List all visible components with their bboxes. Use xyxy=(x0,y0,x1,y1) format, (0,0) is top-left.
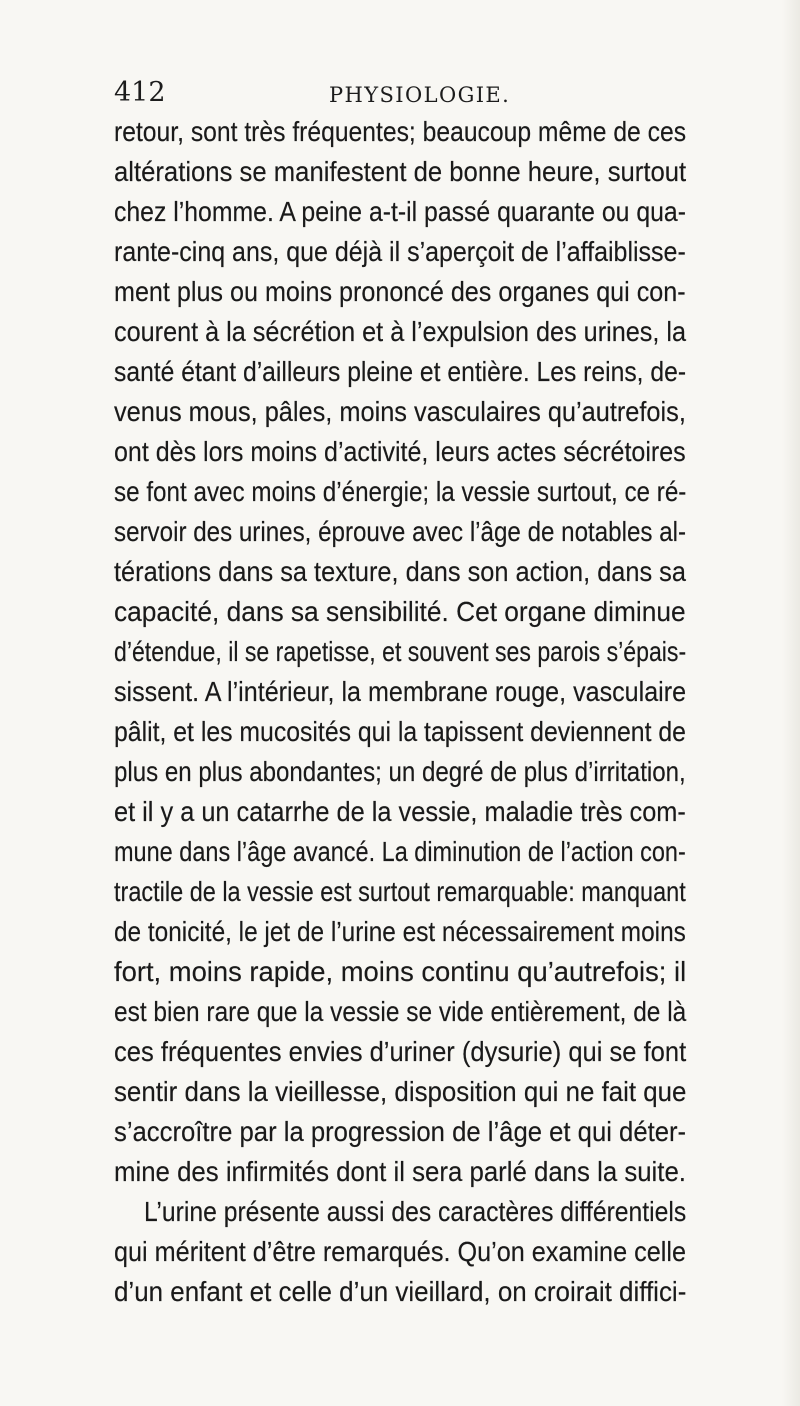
text-line: et il y a un catarrhe de la vessie, maladie très com- xyxy=(114,796,686,827)
text-line: mune dans l’âge avancé. La diminution de l’action con- xyxy=(114,836,686,867)
text-line: sissent. A l’intérieur, la membrane rouge, vasculaire xyxy=(114,676,687,707)
running-head: PHYSIOLOGIE. xyxy=(329,83,511,107)
page-edge-shadow xyxy=(782,0,800,1406)
text-line: ment plus ou moins prononcé des organes qui con- xyxy=(114,276,686,307)
text-line: altérations se manifestent de bonne heure, surtout xyxy=(114,156,687,187)
text-line: sentir dans la vieillesse, disposition qui ne fait que xyxy=(114,1076,687,1107)
text-line: se font avec moins d’énergie; la vessie surtout, ce ré- xyxy=(114,476,687,507)
text-line: ont dès lors moins d’activité, leurs actes sécrétoires xyxy=(114,436,686,467)
text-line: plus en plus abondantes; un degré de plus d’irritation, xyxy=(114,756,686,787)
text-line: pâlit, et les mucosités qui la tapissent deviennent de xyxy=(114,716,686,747)
text-line: santé étant d’ailleurs pleine et entière. Les reins, de- xyxy=(114,356,687,387)
text-line: ces fréquentes envies d’uriner (dysurie) qui se font xyxy=(114,1036,687,1067)
text-line: chez l’homme. A peine a-t-il passé quarante ou qua- xyxy=(114,196,686,227)
text-line: servoir des urines, éprouve avec l’âge de notables al- xyxy=(114,516,687,547)
text-line: térations dans sa texture, dans son action, dans sa xyxy=(114,556,686,587)
text-line: est bien rare que la vessie se vide entièrement, de là xyxy=(114,996,687,1027)
text-line: retour, sont très fréquentes; beaucoup même de ces xyxy=(114,116,687,147)
text-line: capacité, dans sa sensibilité. Cet organe diminue xyxy=(114,596,686,627)
text-line: qui méritent d’être remarqués. Qu’on examine celle xyxy=(114,1236,686,1267)
page-number: 412 xyxy=(114,77,166,108)
text-line: d’un enfant et celle d’un vieillard, on croirait diffici- xyxy=(114,1276,687,1307)
text-line: rante-cinq ans, que déjà il s’aperçoit de l’affaiblisse- xyxy=(114,236,686,267)
text-line: de tonicité, le jet de l’urine est nécessairement moins xyxy=(114,916,686,947)
text-line: courent à la sécrétion et à l’expulsion des urines, la xyxy=(114,316,687,347)
text-line: s’accroître par la progression de l’âge et qui déter- xyxy=(114,1116,687,1147)
text-line: fort, moins rapide, moins continu qu’autrefois; il xyxy=(114,956,687,987)
text-line: L’urine présente aussi des caractères différentiels xyxy=(144,1196,687,1227)
text-line: mine des infirmités dont il sera parlé dans la suite. xyxy=(114,1156,686,1187)
text-line: tractile de la vessie est surtout remarquable: manquant xyxy=(114,876,686,907)
text-line: venus mous, pâles, moins vasculaires qu’autrefois, xyxy=(114,396,686,427)
text-line: d’étendue, il se rapetisse, et souvent ses parois s’épais- xyxy=(114,636,687,667)
